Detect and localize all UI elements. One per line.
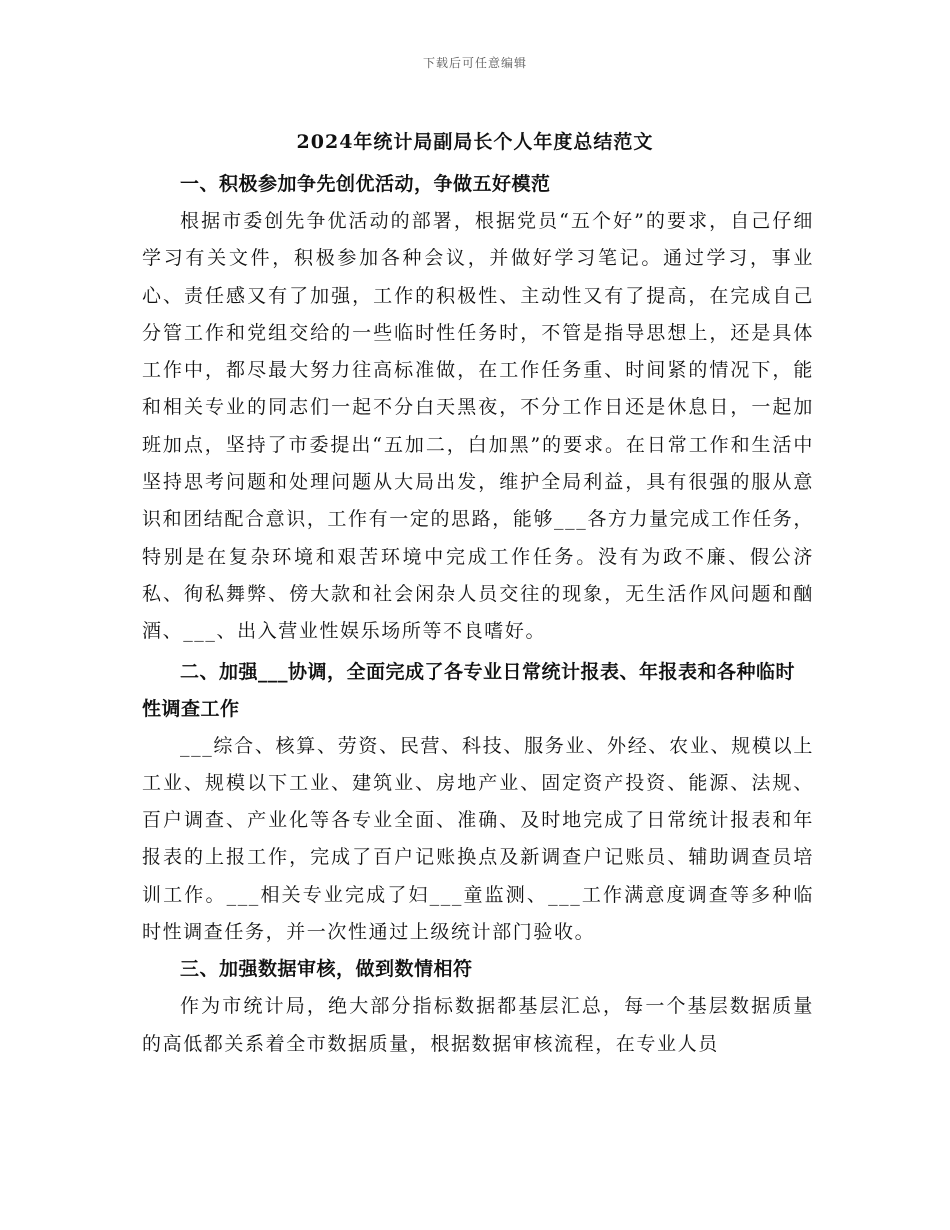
document-body (142, 166, 814, 1063)
section-3-heading: 三、加强数据审核，做到数情相符 (180, 958, 473, 981)
header-note: 下载后可任意编辑 (422, 56, 527, 70)
section-3-paragraph: 作为市统计局，绝大部分指标数据都基层汇总，每一个基层数据质量的高低都关系着全市数据质量，根据数据审核流程，在专业人员 (142, 995, 814, 1055)
section-1-heading: 一、积极参加争先创优活动，争做五好模范 (180, 173, 551, 195)
section-1-paragraph: 根据市委创先争优活动的部署，根据党员“五个好”的要求，自己仔细学习有关文件，积极参加各种会议，并做好学习笔记。通过学习，事业心、责任感又有了加强，工作的积极性、主动性又有了提高，在完成自己分管工作和党组交给的一些临时性任务时，不管是指导思想上，还是具体工作中，都尽最大努力往高标准做，在工作任务重、时间紧的情况下，能和相关专业的同志们一起不分白天黑夜，不分工作日还是休息日，一起加班加点，坚持了市委提出“五加二，白加黑”的要求。在日常工作和生活中坚持思考问题和处理问题从大局出发，维护全局利益，具有很强的服从意识和团结配合意识，工作有一定的思路，能够___各方力量完成工作任务，特别是在复杂环境和艰苦环境中完成工作任务。没有为政不廉、假公济私、徇私舞弊、傍大款和社会闲杂人员交往的现象，无生活作风问题和酗酒、___、出入营业性娱乐场所等不良嗜好。 (142, 210, 814, 643)
section-2-heading: 二、加强___协调，全面完成了各专业日常统计报表、年报表和各种临时性调查工作 (142, 660, 796, 720)
document-title: 2024年统计局副局长个人年度总结范文 (296, 131, 654, 153)
section-2-paragraph: ___综合、核算、劳资、民营、科技、服务业、外经、农业、规模以上工业、规模以下工业、建筑业、房地产业、固定资产投资、能源、法规、百户调查、产业化等各专业全面、准确、及时地完成了日常统计报表和年报表的上报工作，完成了百户记账换点及新调查户记账员、辅助调查员培训工作。___相关专业完成了妇___童监测、___工作满意度调查等多种临时性调查任务，并一次性通过上级统计部门验收。 (142, 734, 814, 944)
